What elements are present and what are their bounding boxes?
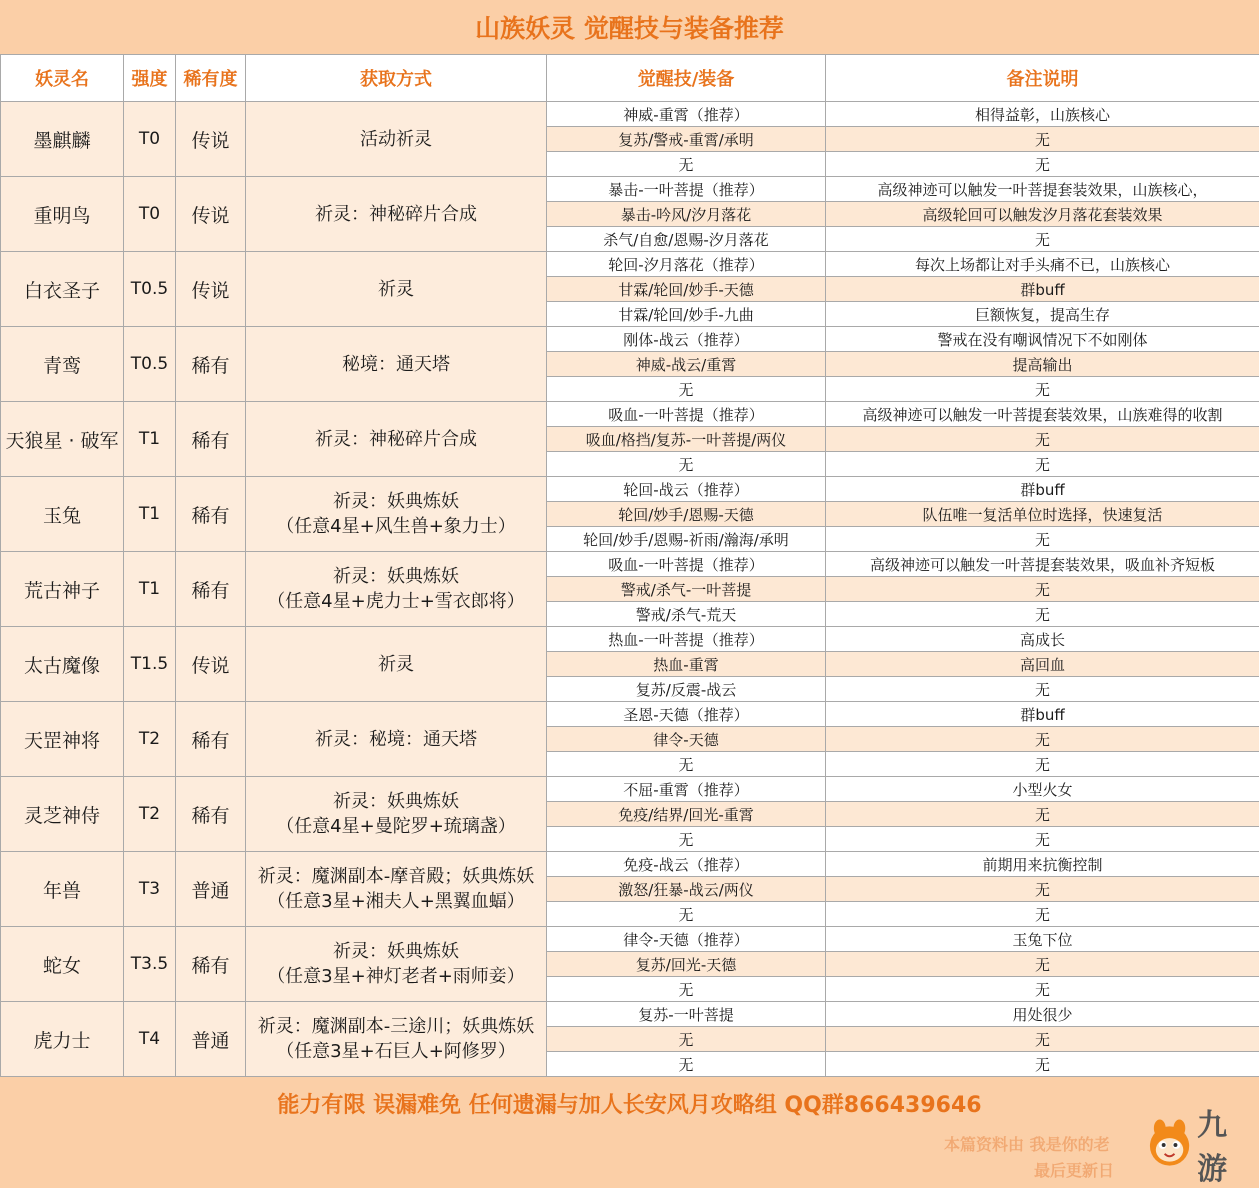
- cell-skill: 甘霖/轮回/妙手-九曲: [547, 302, 826, 327]
- table-row: [1, 852, 1259, 877]
- cell-rarity: 稀有: [176, 927, 246, 1002]
- cell-note: 群buff: [826, 702, 1259, 727]
- cell-skill: 吸血/格挡/复苏-一叶菩提/两仪: [547, 427, 826, 452]
- table-header-row: [1, 55, 1259, 102]
- cell-skill: 免疫-战云（推荐）: [547, 852, 826, 877]
- footer-note: 能力有限 误漏难免 任何遗漏与加人长安风月攻略组 QQ群866439646: [0, 1078, 1259, 1128]
- cell-note: 无: [826, 977, 1259, 1002]
- cell-note: 小型火女: [826, 777, 1259, 802]
- header-tier: 强度: [124, 55, 176, 102]
- cell-note: 无: [826, 527, 1259, 552]
- cell-source: 活动祈灵: [246, 102, 547, 177]
- cell-note: 无: [826, 1052, 1259, 1077]
- cell-tier: T0: [124, 177, 176, 252]
- cell-name: 重明鸟: [1, 177, 124, 252]
- cell-name: 虎力士: [1, 1002, 124, 1077]
- cell-note: 玉兔下位: [826, 927, 1259, 952]
- cell-skill: 无: [547, 752, 826, 777]
- table-row: [1, 627, 1259, 652]
- cell-rarity: 稀有: [176, 702, 246, 777]
- cell-tier: T0.5: [124, 252, 176, 327]
- cell-name: 玉兔: [1, 477, 124, 552]
- cell-tier: T1.5: [124, 627, 176, 702]
- table-row: [1, 927, 1259, 952]
- table-row: [1, 402, 1259, 427]
- cell-note: 无: [826, 227, 1259, 252]
- cell-rarity: 传说: [176, 252, 246, 327]
- mascot-icon: [1146, 1118, 1193, 1170]
- watermark-text: 本篇资料由 我是你的老: [944, 1132, 1110, 1155]
- cell-skill: 免疫/结界/回光-重霄: [547, 802, 826, 827]
- cell-tier: T0: [124, 102, 176, 177]
- cell-skill: 警戒/杀气-荒天: [547, 602, 826, 627]
- table-row: [1, 477, 1259, 502]
- cell-note: 无: [826, 752, 1259, 777]
- cell-source: 秘境：通天塔: [246, 327, 547, 402]
- cell-skill: 热血-重霄: [547, 652, 826, 677]
- page-title: 山族妖灵 觉醒技与装备推荐: [0, 0, 1259, 54]
- cell-rarity: 稀有: [176, 327, 246, 402]
- cell-source: 祈灵：神秘碎片合成: [246, 402, 547, 477]
- cell-source: 祈灵：妖典炼妖 （任意4星+虎力士+雪衣郎将）: [246, 552, 547, 627]
- cell-source: 祈灵：妖典炼妖 （任意4星+风生兽+象力士）: [246, 477, 547, 552]
- cell-tier: T1: [124, 402, 176, 477]
- cell-skill: 暴击-吟风/汐月落花: [547, 202, 826, 227]
- cell-note: 每次上场都让对手头痛不已，山族核心: [826, 252, 1259, 277]
- cell-skill: 热血-一叶菩提（推荐）: [547, 627, 826, 652]
- cell-source: 祈灵：妖典炼妖 （任意4星+曼陀罗+琉璃盏）: [246, 777, 547, 852]
- cell-skill: 神威-重霄（推荐）: [547, 102, 826, 127]
- cell-note: 无: [826, 902, 1259, 927]
- cell-skill: 无: [547, 1052, 826, 1077]
- cell-skill: 激怒/狂暴-战云/两仪: [547, 877, 826, 902]
- cell-note: 相得益彰，山族核心: [826, 102, 1259, 127]
- logo-text: 九游: [1197, 1100, 1256, 1188]
- cell-source: 祈灵：魔渊副本-三途川；妖典炼妖 （任意3星+石巨人+阿修罗）: [246, 1002, 547, 1077]
- cell-note: 前期用来抗衡控制: [826, 852, 1259, 877]
- cell-skill: 杀气/自愈/恩赐-汐月落花: [547, 227, 826, 252]
- cell-skill: 轮回/妙手/恩赐-天德: [547, 502, 826, 527]
- cell-note: 高级神迹可以触发一叶菩提套装效果，山族核心，: [826, 177, 1259, 202]
- recommendation-table: [0, 54, 1259, 1077]
- site-logo: [1146, 1114, 1256, 1174]
- cell-tier: T3: [124, 852, 176, 927]
- cell-note: 无: [826, 1027, 1259, 1052]
- cell-skill: 律令-天德: [547, 727, 826, 752]
- cell-note: 高回血: [826, 652, 1259, 677]
- cell-tier: T1: [124, 552, 176, 627]
- cell-rarity: 稀有: [176, 477, 246, 552]
- cell-note: 高级神迹可以触发一叶菩提套装效果，山族难得的收割: [826, 402, 1259, 427]
- cell-note: 无: [826, 577, 1259, 602]
- cell-rarity: 稀有: [176, 402, 246, 477]
- cell-skill: 无: [547, 452, 826, 477]
- header-source: 获取方式: [246, 55, 547, 102]
- cell-skill: 复苏/回光-天德: [547, 952, 826, 977]
- header-skills: 觉醒技/装备: [547, 55, 826, 102]
- cell-rarity: 传说: [176, 627, 246, 702]
- cell-source: 祈灵：神秘碎片合成: [246, 177, 547, 252]
- cell-note: 提高输出: [826, 352, 1259, 377]
- cell-skill: 吸血-一叶菩提（推荐）: [547, 552, 826, 577]
- cell-skill: 吸血-一叶菩提（推荐）: [547, 402, 826, 427]
- cell-skill: 复苏/警戒-重霄/承明: [547, 127, 826, 152]
- cell-note: 无: [826, 427, 1259, 452]
- cell-rarity: 普通: [176, 1002, 246, 1077]
- cell-skill: 复苏-一叶菩提: [547, 1002, 826, 1027]
- cell-skill: 神威-战云/重霄: [547, 352, 826, 377]
- table-row: [1, 102, 1259, 127]
- cell-note: 巨额恢复，提高生存: [826, 302, 1259, 327]
- table-row: [1, 177, 1259, 202]
- cell-skill: 轮回/妙手/恩赐-祈雨/瀚海/承明: [547, 527, 826, 552]
- cell-note: 无: [826, 152, 1259, 177]
- cell-source: 祈灵: [246, 252, 547, 327]
- cell-skill: 轮回-战云（推荐）: [547, 477, 826, 502]
- table-row: [1, 552, 1259, 577]
- header-notes: 备注说明: [826, 55, 1259, 102]
- cell-skill: 圣恩-天德（推荐）: [547, 702, 826, 727]
- cell-skill: 无: [547, 902, 826, 927]
- cell-source: 祈灵：魔渊副本-摩音殿；妖典炼妖 （任意3星+湘夫人+黑翼血蝠）: [246, 852, 547, 927]
- cell-skill: 暴击-一叶菩提（推荐）: [547, 177, 826, 202]
- cell-note: 无: [826, 127, 1259, 152]
- cell-note: 无: [826, 677, 1259, 702]
- cell-note: 警戒在没有嘲讽情况下不如刚体: [826, 327, 1259, 352]
- cell-note: 无: [826, 377, 1259, 402]
- cell-skill: 无: [547, 827, 826, 852]
- table-row: [1, 327, 1259, 352]
- cell-note: 高级轮回可以触发汐月落花套装效果: [826, 202, 1259, 227]
- cell-source: 祈灵：妖典炼妖 （任意3星+神灯老者+雨师妾）: [246, 927, 547, 1002]
- cell-skill: 警戒/杀气-一叶菩提: [547, 577, 826, 602]
- cell-skill: 无: [547, 1027, 826, 1052]
- cell-skill: 刚体-战云（推荐）: [547, 327, 826, 352]
- cell-name: 灵芝神侍: [1, 777, 124, 852]
- cell-skill: 轮回-汐月落花（推荐）: [547, 252, 826, 277]
- cell-tier: T0.5: [124, 327, 176, 402]
- cell-name: 青鸾: [1, 327, 124, 402]
- cell-source: 祈灵: [246, 627, 547, 702]
- cell-skill: 甘霖/轮回/妙手-天德: [547, 277, 826, 302]
- cell-tier: T4: [124, 1002, 176, 1077]
- cell-name: 墨麒麟: [1, 102, 124, 177]
- cell-note: 无: [826, 602, 1259, 627]
- table-row: [1, 777, 1259, 802]
- header-name: 妖灵名: [1, 55, 124, 102]
- cell-tier: T2: [124, 777, 176, 852]
- cell-tier: T2: [124, 702, 176, 777]
- cell-name: 荒古神子: [1, 552, 124, 627]
- cell-rarity: 传说: [176, 177, 246, 252]
- cell-name: 蛇女: [1, 927, 124, 1002]
- cell-note: 用处很少: [826, 1002, 1259, 1027]
- cell-skill: 无: [547, 377, 826, 402]
- cell-skill: 复苏/反震-战云: [547, 677, 826, 702]
- cell-name: 年兽: [1, 852, 124, 927]
- cell-note: 无: [826, 827, 1259, 852]
- cell-note: 无: [826, 952, 1259, 977]
- cell-note: 群buff: [826, 477, 1259, 502]
- cell-note: 无: [826, 802, 1259, 827]
- cell-note: 无: [826, 877, 1259, 902]
- header-rarity: 稀有度: [176, 55, 246, 102]
- cell-tier: T3.5: [124, 927, 176, 1002]
- cell-rarity: 普通: [176, 852, 246, 927]
- cell-name: 天狼星 · 破军: [1, 402, 124, 477]
- cell-note: 无: [826, 452, 1259, 477]
- watermark-date: 最后更新日: [1034, 1158, 1114, 1181]
- cell-source: 祈灵：秘境：通天塔: [246, 702, 547, 777]
- cell-note: 群buff: [826, 277, 1259, 302]
- cell-rarity: 传说: [176, 102, 246, 177]
- cell-skill: 不屈-重霄（推荐）: [547, 777, 826, 802]
- table-row: [1, 1002, 1259, 1027]
- table-row: [1, 702, 1259, 727]
- cell-note: 高成长: [826, 627, 1259, 652]
- cell-rarity: 稀有: [176, 552, 246, 627]
- cell-name: 白衣圣子: [1, 252, 124, 327]
- cell-skill: 无: [547, 152, 826, 177]
- cell-skill: 律令-天德（推荐）: [547, 927, 826, 952]
- cell-note: 无: [826, 727, 1259, 752]
- cell-note: 队伍唯一复活单位时选择，快速复活: [826, 502, 1259, 527]
- cell-note: 高级神迹可以触发一叶菩提套装效果，吸血补齐短板: [826, 552, 1259, 577]
- table-row: [1, 252, 1259, 277]
- cell-skill: 无: [547, 977, 826, 1002]
- cell-rarity: 稀有: [176, 777, 246, 852]
- cell-name: 天罡神将: [1, 702, 124, 777]
- cell-name: 太古魔像: [1, 627, 124, 702]
- cell-tier: T1: [124, 477, 176, 552]
